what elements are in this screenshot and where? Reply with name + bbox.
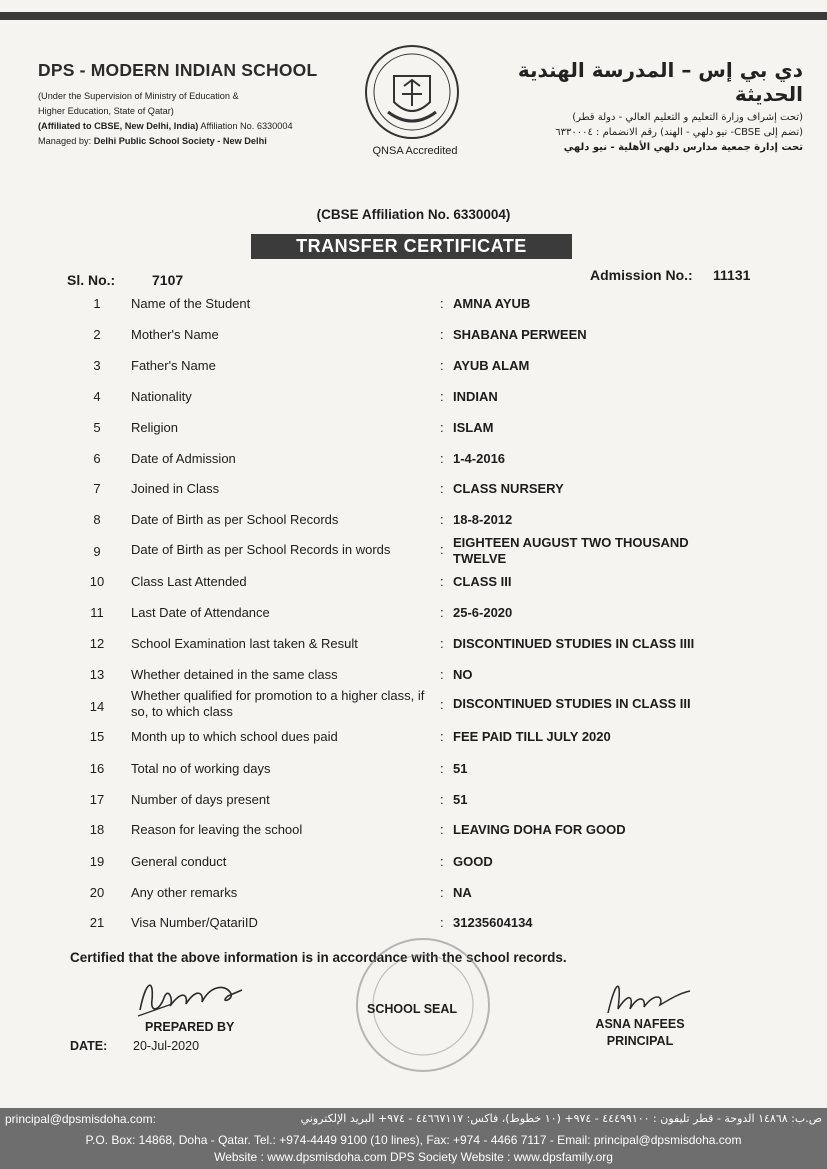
principal-title: PRINCIPAL <box>606 1034 674 1048</box>
row-number: 6 <box>93 451 101 466</box>
footer-address: P.O. Box: 14868, Doha - Qatar. Tel.: +974-4449 9100 (10 lines), Fax: +974 - 4466 7117 - Email: principal@dpsmisdoha.com <box>85 1133 742 1147</box>
managed-by-line <box>38 134 358 149</box>
row-value: NA <box>453 885 472 900</box>
school-header-left <box>38 60 358 149</box>
row-value: DISCONTINUED STUDIES IN CLASS IIII <box>453 636 695 651</box>
arabic-supervision-line: (تحت إشراف وزارة التعليم و التعليم العالي - دولة قطر) <box>572 112 803 123</box>
footer-website: Website : www.dpsmisdoha.com DPS Society Website : www.dpsfamily.org <box>214 1150 613 1164</box>
prepared-by-label: PREPARED BY <box>145 1020 235 1034</box>
date-value: 20-Jul-2020 <box>133 1039 200 1053</box>
row-number: 9 <box>93 544 101 559</box>
certification-statement: Certified that the above information is in accordance with the school records. <box>70 950 567 965</box>
row-label: Visa Number/QatariID <box>131 915 258 930</box>
row-label: Last Date of Attendance <box>131 605 270 620</box>
affiliation-bold: (Affiliated to CBSE, New Delhi, India) <box>38 121 199 131</box>
row-number: 8 <box>93 512 101 527</box>
row-value: 51 <box>453 792 468 807</box>
row-number: 21 <box>89 915 105 930</box>
row-number: 12 <box>89 636 105 651</box>
row-value: 18-8-2012 <box>453 512 513 527</box>
school-header-right <box>483 58 803 155</box>
certificate-title: TRANSFER CERTIFICATE <box>251 234 572 259</box>
row-number: 19 <box>89 854 105 869</box>
row-value: DISCONTINUED STUDIES IN CLASS III <box>453 696 691 711</box>
row-label: Date of Admission <box>131 451 236 466</box>
row-value: AYUB ALAM <box>453 358 530 373</box>
supervision-line: (Under the Supervision of Ministry of Education & <box>38 91 239 101</box>
admission-no-label: Admission No.: <box>590 267 693 283</box>
managed-by-prefix: Managed by: <box>38 136 94 146</box>
row-number: 16 <box>89 761 105 776</box>
row-label: Joined in Class <box>131 481 220 496</box>
supervision-line-2: Higher Education, State of Qatar) <box>38 106 174 116</box>
row-label: Any other remarks <box>131 885 238 900</box>
footer-email: principal@dpsmisdoha.com: <box>5 1112 156 1126</box>
row-label: School Examination last taken & Result <box>131 636 358 651</box>
row-label: Number of days present <box>131 792 270 807</box>
row-number: 7 <box>93 481 101 496</box>
row-label: Whether detained in the same class <box>131 667 338 682</box>
principal-name: ASNA NAFEES <box>595 1017 685 1031</box>
row-number: 10 <box>89 574 105 589</box>
row-value: 25-6-2020 <box>453 605 513 620</box>
row-label: Class Last Attended <box>131 574 247 589</box>
row-label: Nationality <box>131 389 192 404</box>
row-value: CLASS III <box>453 574 512 589</box>
row-label: Whether qualified for promotion to a higher class, if so, to which class <box>131 688 425 719</box>
affiliation-line <box>38 119 358 134</box>
row-number: 17 <box>89 792 105 807</box>
row-value: NO <box>453 667 473 682</box>
row-number: 14 <box>89 699 105 714</box>
row-value: GOOD <box>453 854 493 869</box>
row-value: EIGHTEEN AUGUST TWO THOUSAND TWELVE <box>453 535 689 566</box>
row-label: Month up to which school dues paid <box>131 729 338 744</box>
admission-no-value: 11131 <box>713 267 751 283</box>
arabic-affiliation-line: (تضم إلى CBSE- نيو دلهي - الهند) رقم الانضمام : ٦٣٣٠٠٠٤ <box>555 127 803 138</box>
school-seal-label: SCHOOL SEAL <box>367 1002 458 1016</box>
date-label: DATE: <box>70 1039 108 1053</box>
row-number: 15 <box>89 729 105 744</box>
row-label: Date of Birth as per School Records in words <box>131 542 391 557</box>
row-value: 1-4-2016 <box>453 451 506 466</box>
row-number: 18 <box>89 822 105 837</box>
qnsa-accredited: QNSA Accredited <box>372 145 458 157</box>
cbse-affiliation: (CBSE Affiliation No. 6330004) <box>316 207 511 222</box>
row-number: 4 <box>93 389 101 404</box>
row-value: LEAVING DOHA FOR GOOD <box>453 822 626 837</box>
school-logo <box>362 42 462 142</box>
row-value: FEE PAID TILL JULY 2020 <box>453 729 611 744</box>
row-value: 31235604134 <box>453 915 533 930</box>
sl-no-value: 7107 <box>152 272 184 288</box>
sl-no-label: Sl. No.: <box>67 272 116 288</box>
row-number: 2 <box>93 327 101 342</box>
row-value: AMNA AYUB <box>453 296 531 311</box>
row-label: Date of Birth as per School Records <box>131 512 339 527</box>
row-number: 11 <box>90 605 104 620</box>
preparer-signature <box>132 970 262 1020</box>
row-value: SHABANA PERWEEN <box>453 327 587 342</box>
affiliation-number: Affiliation No. 6330004 <box>198 121 293 131</box>
row-number: 5 <box>93 420 101 435</box>
row-number: 13 <box>89 667 105 682</box>
school-name: DPS - MODERN INDIAN SCHOOL <box>38 60 318 80</box>
top-rule <box>0 12 827 20</box>
row-value: 51 <box>453 761 468 776</box>
row-label: Total no of working days <box>131 761 271 776</box>
footer-arabic: ص.ب: ١٤٨٦٨ الدوحة - قطر تليفون : ٤٤٤٩٩١٠٠ - ٩٧٤+ (١٠ خطوط)، فاكس: ٤٤٦٦٧١١٧ - ٩٧٤+ البريد الإلكتروني <box>300 1112 822 1125</box>
row-value: ISLAM <box>453 420 494 435</box>
managed-by-name: Delhi Public School Society - New Delhi <box>93 136 267 146</box>
arabic-school-name: دي بي إس – المدرسة الهندية الحديثة <box>517 58 803 106</box>
footer <box>0 1108 827 1169</box>
row-label: Religion <box>131 420 178 435</box>
row-number: 1 <box>93 296 101 311</box>
row-value: INDIAN <box>453 389 498 404</box>
row-label: Father's Name <box>131 358 216 373</box>
row-label: Reason for leaving the school <box>131 822 303 837</box>
row-number: 20 <box>89 885 105 900</box>
row-label: Mother's Name <box>131 327 219 342</box>
row-label: General conduct <box>131 854 227 869</box>
arabic-managed-line: تحت إدارة جمعية مدارس دلهي الأهلية - نيو دلهي <box>563 142 803 153</box>
row-label: Name of the Student <box>131 296 251 311</box>
row-number: 3 <box>93 358 101 373</box>
row-value: CLASS NURSERY <box>453 481 564 496</box>
principal-signature <box>598 975 693 1020</box>
